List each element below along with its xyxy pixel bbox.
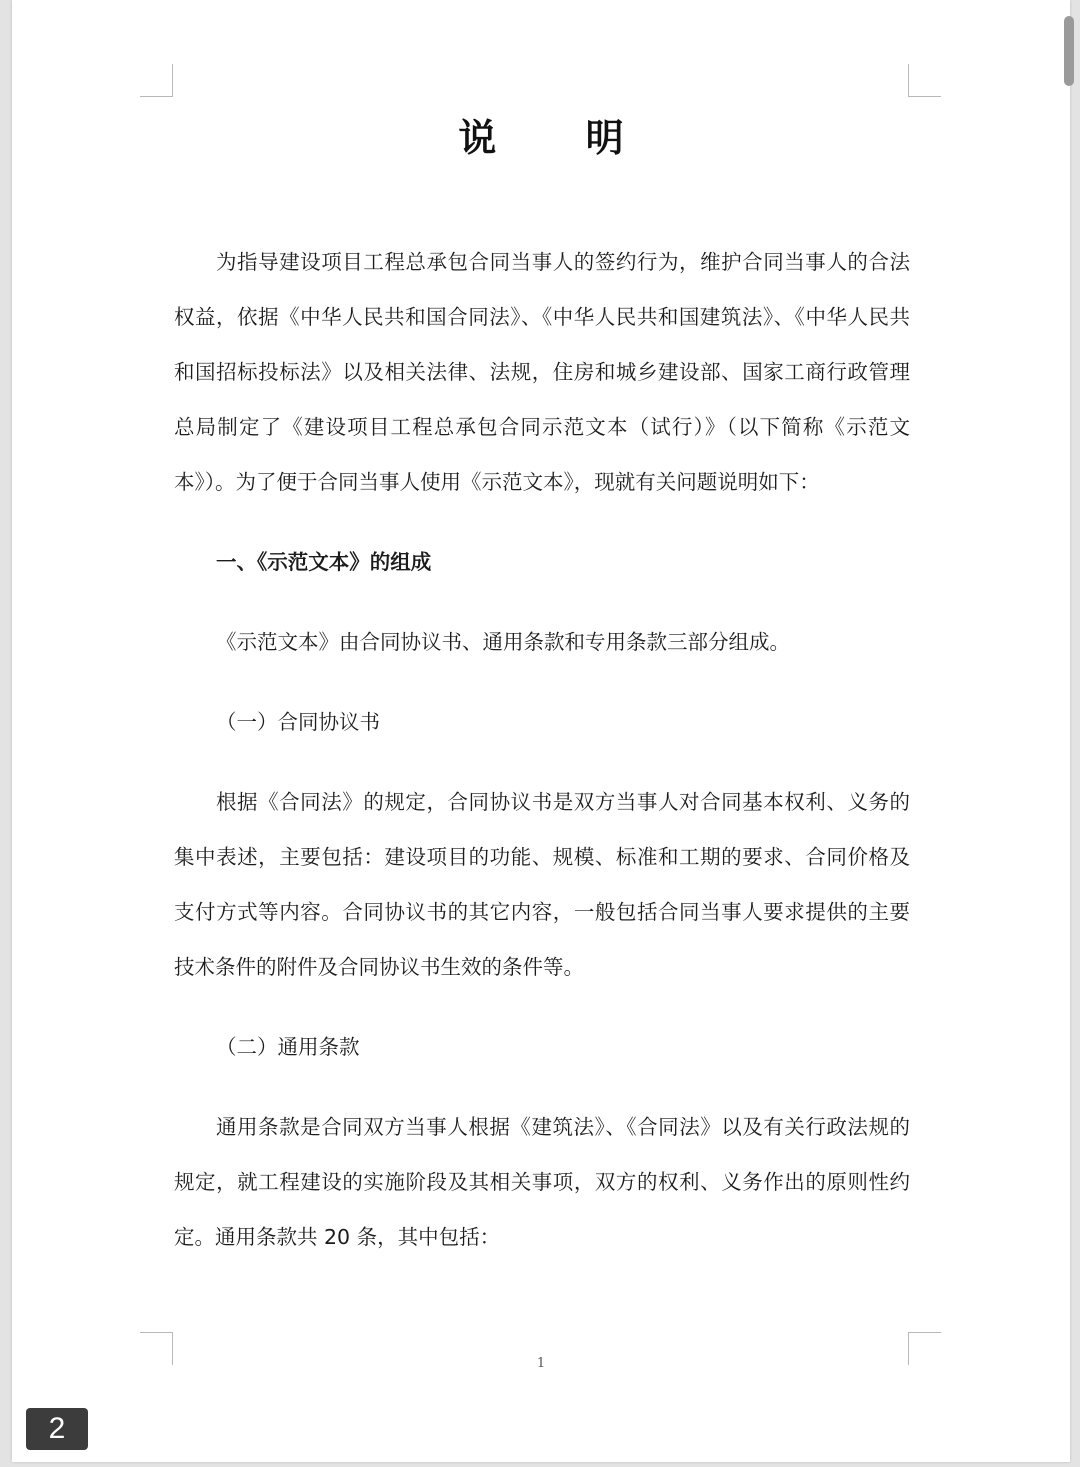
subheading-agreement: （一）合同协议书 [216, 710, 380, 734]
page-indicator-badge: 2 [26, 1408, 88, 1450]
paragraph-agreement: 根据《合同法》的规定，合同协议书是双方当事人对合同基本权利、义务的集中表述，主要包括：建设项目的功能、规模、标准和工期的要求、合同价格及支付方式等内容。合同协议书的其它内容，一般包括合同当事人要求提供的主要技术条件的附件及合同协议书生效的条件等。 [174, 790, 910, 979]
crop-mark-top-right [908, 64, 941, 97]
paragraph-composition: 《示范文本》由合同协议书、通用条款和专用条款三部分组成。 [216, 630, 790, 654]
section-heading-composition: 一、《示范文本》的组成 [216, 550, 432, 574]
document-body [174, 235, 910, 1265]
subheading-general-terms: （二）通用条款 [216, 1035, 360, 1059]
document-page [12, 0, 1070, 1462]
scrollbar-thumb[interactable] [1064, 16, 1074, 86]
paragraph-intro: 为指导建设项目工程总承包合同当事人的签约行为，维护合同当事人的合法权益，依据《中华人民共和国合同法》、《中华人民共和国建筑法》、《中华人民共和国招标投标法》以及相关法律、法规，住房和城乡建设部、国家工商行政管理总局制定了《建设项目工程总承包合同示范文本（试行）》（以下简称《示范文本》）。为了便于合同当事人使用《示范文本》，现就有关问题说明如下： [174, 250, 910, 494]
crop-mark-top-left [140, 64, 173, 97]
paragraph-general-terms: 通用条款是合同双方当事人根据《建筑法》、《合同法》以及有关行政法规的规定，就工程建设的实施阶段及其相关事项，双方的权利、义务作出的原则性约定。通用条款共 20 条，其中包括： [174, 1115, 910, 1249]
page-number: 1 [536, 1356, 546, 1371]
page-title: 说 明 [458, 116, 662, 160]
scrollbar[interactable] [1064, 0, 1078, 1467]
